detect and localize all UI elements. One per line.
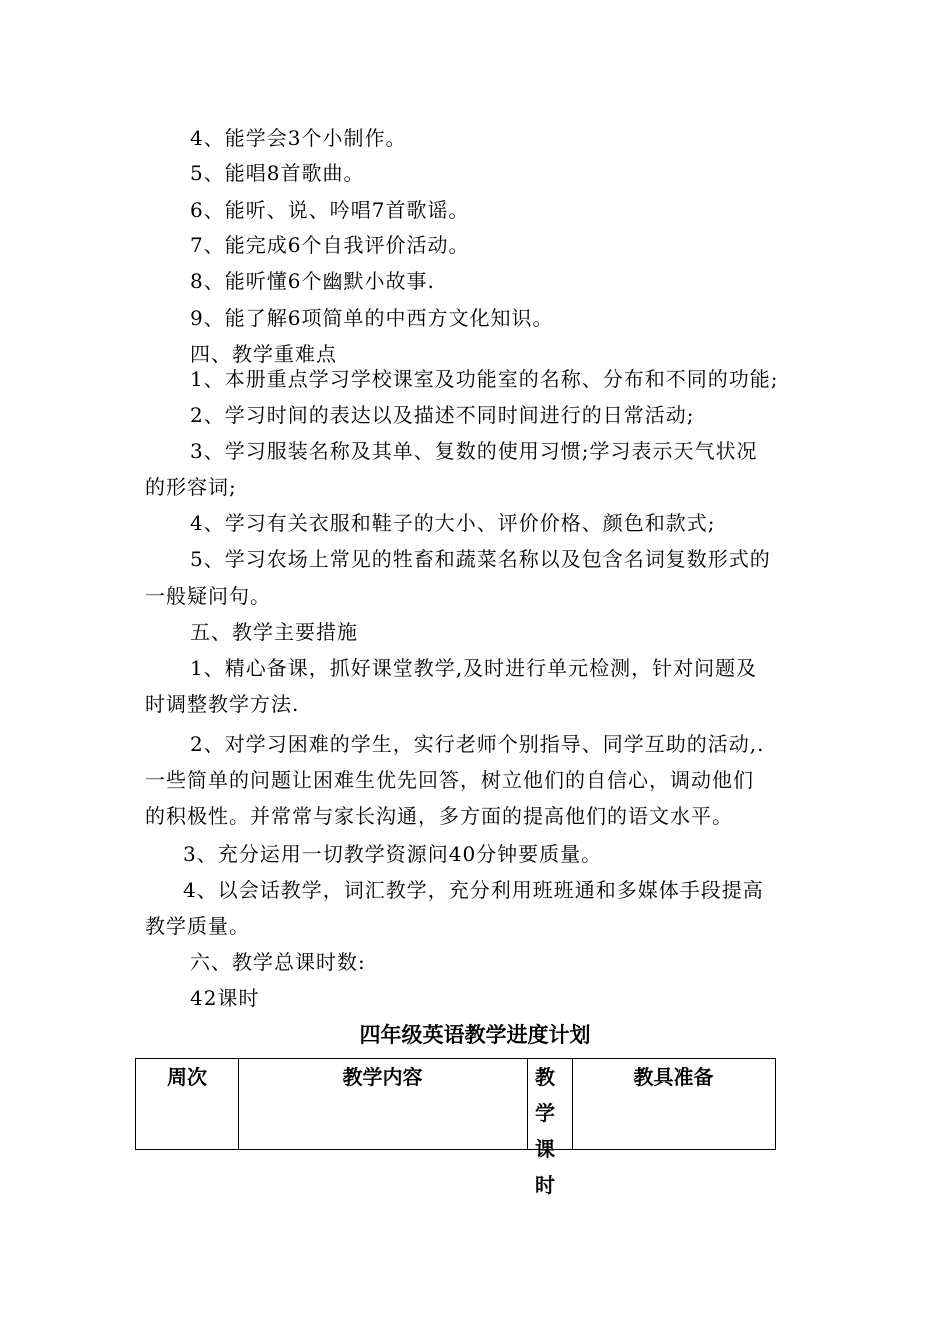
text-line: 一些简单的问题让困难生优先回答，树立他们的自信心，调动他们 bbox=[145, 768, 754, 792]
section-heading: 六、教学总课时数: bbox=[190, 950, 366, 974]
text-line: 1、本册重点学习学校课室及功能室的名称、分布和不同的功能; bbox=[190, 367, 779, 391]
text-line: 3、充分运用一切教学资源问40分钟要质量。 bbox=[183, 842, 603, 866]
text-line: 6、能听、说、吟唱7首歌谣。 bbox=[190, 198, 470, 222]
text-line: 4、学习有关衣服和鞋子的大小、评价价格、颜色和款式; bbox=[190, 511, 716, 535]
text-line: 时调整教学方法. bbox=[145, 692, 300, 716]
header-materials: 教具准备 bbox=[633, 1065, 714, 1089]
schedule-title: 四年级英语教学进度计划 bbox=[359, 1023, 591, 1047]
text-line: 9、能了解6项简单的中西方文化知识。 bbox=[190, 306, 554, 330]
text-line: 7、能完成6个自我评价活动。 bbox=[190, 233, 470, 257]
header-content: 教学内容 bbox=[342, 1065, 423, 1089]
text-line: 2、对学习困难的学生，实行老师个别指导、同学互助的活动,. bbox=[190, 732, 765, 756]
text-line: 5、学习农场上常见的牲畜和蔬菜名称以及包含名词复数形式的 bbox=[190, 547, 771, 571]
text-line: 42课时 bbox=[190, 986, 260, 1010]
text-line: 1、精心备课，抓好课堂教学,及时进行单元检测，针对问题及 bbox=[190, 656, 758, 680]
section-heading: 五、教学主要措施 bbox=[190, 620, 358, 644]
header-hours: 教学课时 bbox=[535, 1065, 555, 1197]
text-line: 的形容词; bbox=[145, 475, 237, 499]
text-line: 的积极性。并常常与家长沟通，多方面的提高他们的语文水平。 bbox=[145, 804, 733, 828]
text-line: 4、能学会3个小制作。 bbox=[190, 126, 407, 150]
text-line: 3、学习服装名称及其单、复数的使用习惯;学习表示天气状况 bbox=[190, 439, 758, 463]
text-line: 2、学习时间的表达以及描述不同时间进行的日常活动; bbox=[190, 403, 695, 427]
text-line: 5、能唱8首歌曲。 bbox=[190, 161, 365, 185]
text-line: 8、能听懂6个幽默小故事. bbox=[190, 269, 435, 293]
header-week: 周次 bbox=[167, 1065, 207, 1089]
schedule-table bbox=[135, 1058, 776, 1197]
text-line: 教学质量。 bbox=[145, 914, 250, 938]
text-line: 一般疑问句。 bbox=[145, 584, 271, 608]
section-heading: 四、教学重难点 bbox=[190, 342, 337, 366]
text-line: 4、以会话教学，词汇教学，充分利用班班通和多媒体手段提高 bbox=[183, 878, 764, 902]
